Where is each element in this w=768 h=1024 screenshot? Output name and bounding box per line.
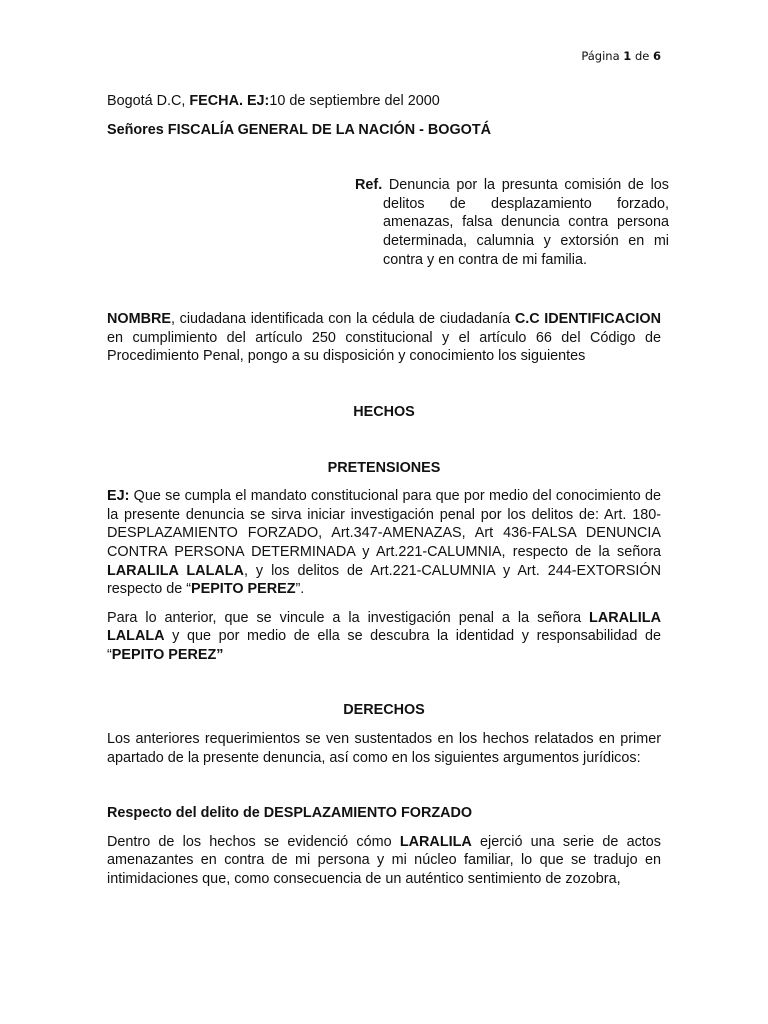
place-date-line: Bogotá D.C, FECHA. EJ:10 de septiembre del 2000 — [107, 93, 440, 109]
page-number: Página 1 de 6 — [581, 49, 661, 63]
addressee: Señores FISCALÍA GENERAL DE LA NACIÓN - BOGOTÁ — [107, 121, 492, 138]
derechos-paragraph: Los anteriores requerimientos se ven sustentados en los hechos relatados en primer apartado de la presente denuncia, así como en los siguientes argumentos jurídicos: — [107, 731, 661, 766]
heading-derechos: DERECHOS — [343, 702, 425, 719]
heading-pretensiones: PRETENSIONES — [327, 459, 441, 476]
pretensiones-paragraph-1: EJ: Que se cumpla el mandato constitucional para que por medio del conocimiento de la presente denuncia se sirva iniciar investigación penal por los delitos de: Art. 180-DESPLAZAMIENTO FORZADO, Art.347-AMENAZAS, Art 436-FALSA DENUNCIA CONTRA PERSONA DETERMINADA y Art.221-CALUMNIA, respecto de la señora LARALILA LALALA, y los delitos de Art.221-CALUMNIA y Art. 244-EXTORSIÓN respecto de “PEPITO PEREZ”. — [107, 488, 661, 598]
heading-hechos: HECHOS — [353, 403, 415, 420]
desplazamiento-paragraph: Dentro de los hechos se evidenció cómo LARALILA ejerció una serie de actos amenazantes en contra de mi persona y mi núcleo familiar, lo que se tradujo en intimidaciones que, como consecuencia de un auténtico sentimiento de zozobra, — [107, 833, 661, 888]
subheading-desplazamiento: Respecto del delito de DESPLAZAMIENTO FORZADO — [107, 805, 473, 822]
document-body — [107, 92, 669, 889]
reference-block: Ref. Denuncia por la presunta comisión de los delitos de desplazamiento forzado, amenazas, falsa denuncia contra persona determinada, calumnia y extorsión en mi contra y en contra de mi familia. — [355, 177, 669, 268]
intro-paragraph: NOMBRE, ciudadana identificada con la cédula de ciudadanía C.C IDENTIFICACION en cumplimiento del artículo 250 constitucional y el artículo 66 del Código de Procedimiento Penal, pongo a su disposición y conocimiento los siguientes — [107, 311, 661, 365]
pretensiones-paragraph-2: Para lo anterior, que se vincule a la investigación penal a la señora LARALILA LALALA y que por medio de ella se descubra la identidad y responsabilidad de “PEPITO PEREZ” — [107, 609, 661, 663]
